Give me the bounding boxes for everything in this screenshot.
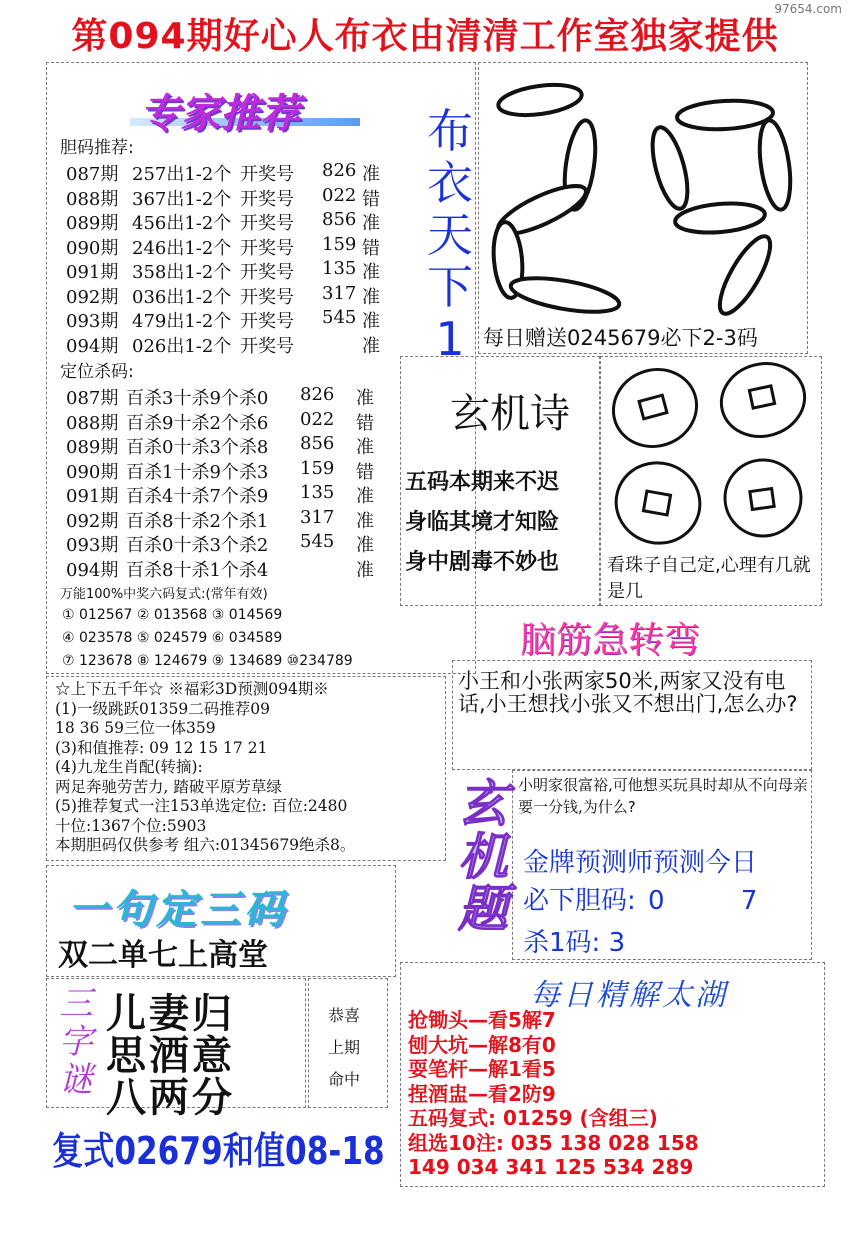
kill-pick: 百杀0十杀3个杀8 (126, 437, 269, 458)
taihu-line: 五码复式: 01259 (含组三) (408, 1106, 658, 1130)
dan-period: 092期 (66, 286, 119, 308)
poem-title: 玄机诗 (450, 391, 570, 437)
dan-row (66, 332, 406, 357)
side-title-char: 布 (427, 104, 473, 158)
one-phrase-title: 一句定三码 (68, 887, 288, 933)
brain-teaser-title: 脑筋急转弯 (520, 620, 701, 661)
dan-result: 错 (362, 188, 380, 210)
sanzi-label (56, 985, 96, 1099)
kill-result: 准 (356, 486, 374, 507)
riddle-one: 小王和小张两家50米,两家又没有电话,小王想找小张又不想出门,怎么办? (458, 669, 798, 716)
kill-period: 087期 (66, 388, 119, 409)
dan-draw-label: 开奖号 (240, 164, 294, 185)
fushi-text: 复式02679和值08-18 (52, 1129, 385, 1173)
taihu-line: 刨大坑—解8有0 (408, 1032, 556, 1057)
forecast-line: (3)和值推荐: 09 12 15 17 21 (55, 738, 268, 757)
kill-row (66, 409, 406, 434)
kill-result: 准 (356, 437, 374, 458)
daily-gift-text: 每日赠送0245679必下2-3码 (483, 326, 758, 350)
dan-draw-label: 开奖号 (240, 311, 294, 332)
kill-draw: 856 (300, 433, 335, 454)
site-watermark: 97654.com (774, 2, 842, 16)
taihu-line: 组选10注: 035 138 028 158 (408, 1130, 699, 1155)
dan-result: 准 (362, 262, 380, 283)
kill-draw: 317 (300, 506, 335, 528)
dan-period: 093期 (66, 311, 119, 332)
taihu-lines (408, 1010, 699, 1182)
kill-row (66, 531, 406, 556)
dan-draw-label: 开奖号 (240, 213, 294, 234)
dan-period: 091期 (66, 262, 119, 283)
side-title-char: 1 (435, 312, 465, 366)
sanzi-line: 儿妻归 (106, 991, 235, 1037)
sanzi-line: 八两分 (106, 1075, 235, 1121)
page-title: 第094期好心人布衣由清清工作室独家提供 (71, 16, 779, 57)
forecast-line: ☆上下五千年☆ ※福彩3D预测094期※ (55, 680, 329, 698)
kill-row (66, 556, 406, 581)
dan-row (66, 209, 406, 234)
kill-result: 错 (356, 412, 374, 434)
coins-illustration (603, 358, 821, 548)
kill-result: 准 (356, 559, 374, 581)
dan-draw-label: 开奖号 (240, 237, 294, 259)
kill-pick: 百杀8十杀1个杀4 (126, 559, 269, 581)
taihu-line: 捏酒盅—看2防9 (408, 1081, 556, 1106)
bead-number-29 (480, 70, 805, 320)
dan-draw: 826 (322, 160, 357, 181)
forecast-line: (1)一级跳跃01359二码推荐09 (55, 699, 270, 718)
taihu-line: 耍笔杆—解1看5 (408, 1057, 556, 1081)
dan-pick: 479出1-2个 (132, 311, 232, 332)
congrats-line: 恭喜 (327, 1006, 360, 1025)
kill-pick: 百杀1十杀9个杀3 (126, 461, 269, 483)
dan-period: 088期 (66, 188, 119, 210)
dan-draw-label: 开奖号 (240, 335, 294, 357)
riddle-two: 小明家很富裕,可他想买玩具时却从不向母亲要一分钱,为什么? (518, 776, 808, 816)
kill-row (66, 433, 406, 458)
kill-period: 088期 (66, 412, 119, 434)
kill-draw: 826 (300, 384, 335, 405)
dan-period: 090期 (66, 237, 119, 259)
dan-pick: 026出1-2个 (132, 335, 232, 357)
dan-draw: 545 (322, 307, 357, 328)
kill-table (66, 384, 406, 580)
kill-period: 089期 (66, 437, 119, 458)
sanzi-line: 思酒意 (106, 1033, 235, 1079)
dan-draw-label: 开奖号 (240, 188, 294, 210)
kill-result: 准 (356, 510, 374, 532)
dan-result: 准 (362, 311, 380, 332)
poem-line: 身临其境才知险 (405, 510, 560, 535)
coins-note: 看珠子自己定,心理有几就是几 (607, 555, 811, 603)
kill-pick: 百杀0十杀3个杀2 (126, 535, 269, 556)
dan-draw-label: 开奖号 (240, 262, 294, 283)
dan-period: 089期 (66, 213, 119, 234)
kill-result: 准 (356, 535, 374, 556)
dan-result: 准 (362, 164, 380, 185)
forecast-line: 两足奔驰劳苦力, 踏破平原芳草绿 (55, 777, 282, 796)
dan-row (66, 160, 406, 185)
kill-pick: 百杀9十杀2个杀6 (126, 412, 269, 434)
xuanji-title-char: 机 (458, 827, 508, 886)
dan-period: 094期 (66, 335, 119, 357)
kill-draw: 159 (300, 457, 335, 479)
dan-result: 准 (362, 286, 380, 308)
combo-row: ① 012567 ② 013568 ③ 014569 (62, 607, 283, 623)
dan-result: 准 (362, 335, 380, 357)
dan-draw: 135 (322, 258, 357, 279)
kill-one-line: 杀1码: 3 (523, 928, 626, 958)
congrats-line: 上期 (327, 1038, 360, 1057)
xuanji-title-char: 题 (458, 880, 508, 938)
must-dan-label: 必下胆码: (523, 886, 645, 916)
congrats-line: 命中 (327, 1070, 360, 1089)
combo-label: 万能100%中奖六码复式:(常年有效) (60, 587, 268, 602)
forecast-line: 本期胆码仅供参考 组六:01345679绝杀8。 (55, 836, 356, 854)
sanzi-label-char: 三 (59, 984, 93, 1024)
poem-line: 身中剧毒不妙也 (405, 550, 560, 575)
kill-period: 093期 (66, 535, 119, 556)
dan-label: 胆码推荐: (60, 138, 134, 158)
kill-pick: 百杀3十杀9个杀0 (126, 388, 269, 409)
kill-draw: 135 (300, 482, 335, 503)
phrase-text: 双二单七上高堂 (58, 938, 268, 973)
dan-draw: 159 (322, 233, 357, 255)
kill-draw: 545 (300, 531, 335, 552)
xuanji-title-char: 玄 (458, 775, 508, 833)
dan-draw: 856 (322, 209, 357, 230)
kill-result: 准 (356, 388, 374, 409)
forecast-line: (4)九龙生肖配(转摘): (55, 758, 203, 776)
dan-table (66, 160, 406, 356)
dan-draw-label: 开奖号 (240, 286, 294, 308)
must-dan-line (523, 880, 757, 917)
kill-draw (300, 556, 356, 581)
gold-forecast-title: 金牌预测师预测今日 (523, 848, 758, 878)
kill-period: 091期 (66, 486, 119, 507)
dan-draw (322, 332, 362, 357)
dan-draw: 022 (322, 184, 357, 206)
dan-pick: 246出1-2个 (132, 237, 232, 259)
dan-pick: 456出1-2个 (132, 213, 232, 234)
dan-row (66, 307, 406, 332)
kill-row (66, 384, 406, 409)
kill-period: 094期 (66, 559, 119, 581)
sanzi-label-char: 字 (59, 1022, 93, 1063)
expert-title: 专家推荐 (140, 91, 300, 137)
dan-row (66, 283, 406, 308)
side-title (425, 104, 475, 368)
sanzi-label-char: 谜 (59, 1060, 93, 1101)
dan-draw: 317 (322, 282, 357, 304)
kill-row (66, 458, 406, 483)
dan-pick: 367出1-2个 (132, 188, 232, 210)
forecast-block (55, 682, 355, 858)
forecast-line: 十位:1367个位:5903 (55, 816, 207, 835)
dan-result: 错 (362, 237, 380, 259)
xuanji-title (458, 775, 508, 938)
dan-pick: 358出1-2个 (132, 262, 232, 283)
side-title-char: 衣 (427, 156, 473, 210)
dan-row (66, 185, 406, 210)
must-dan-b: 7 (740, 886, 758, 916)
combo-row: ④ 023578 ⑤ 024579 ⑥ 034589 (62, 630, 283, 646)
kill-pick: 百杀4十杀7个杀9 (126, 486, 269, 507)
kill-period: 090期 (66, 461, 119, 483)
dan-pick: 036出1-2个 (132, 286, 232, 308)
forecast-line: (5)推荐复式一注153单选定位: 百位:2480 (55, 797, 348, 815)
kill-row (66, 507, 406, 532)
poem-line: 五码本期来不迟 (405, 470, 560, 495)
kill-row (66, 482, 406, 507)
taihu-title: 每日精解太湖 (530, 978, 728, 1013)
kill-result: 错 (356, 461, 374, 483)
dan-row (66, 234, 406, 259)
taihu-line: 抢锄头—看5解7 (408, 1008, 556, 1032)
dan-pick: 257出1-2个 (132, 164, 232, 185)
side-title-char: 下 (427, 260, 473, 314)
side-title-char: 天 (427, 208, 473, 262)
kill-pick: 百杀8十杀2个杀1 (126, 510, 269, 532)
forecast-line: 18 36 59三位一体359 (55, 719, 216, 737)
combo-row: ⑦ 123678 ⑧ 124679 ⑨ 134689 ⑩234789 (62, 653, 353, 669)
dan-result: 准 (362, 213, 380, 234)
must-dan-a: 0 (648, 886, 665, 916)
kill-period: 092期 (66, 510, 119, 532)
kill-draw: 022 (300, 408, 335, 430)
dan-row (66, 258, 406, 283)
taihu-line: 149 034 341 125 534 289 (408, 1155, 694, 1179)
congrats-text (318, 1000, 370, 1096)
kill-label: 定位杀码: (60, 362, 134, 382)
dan-period: 087期 (66, 164, 119, 185)
